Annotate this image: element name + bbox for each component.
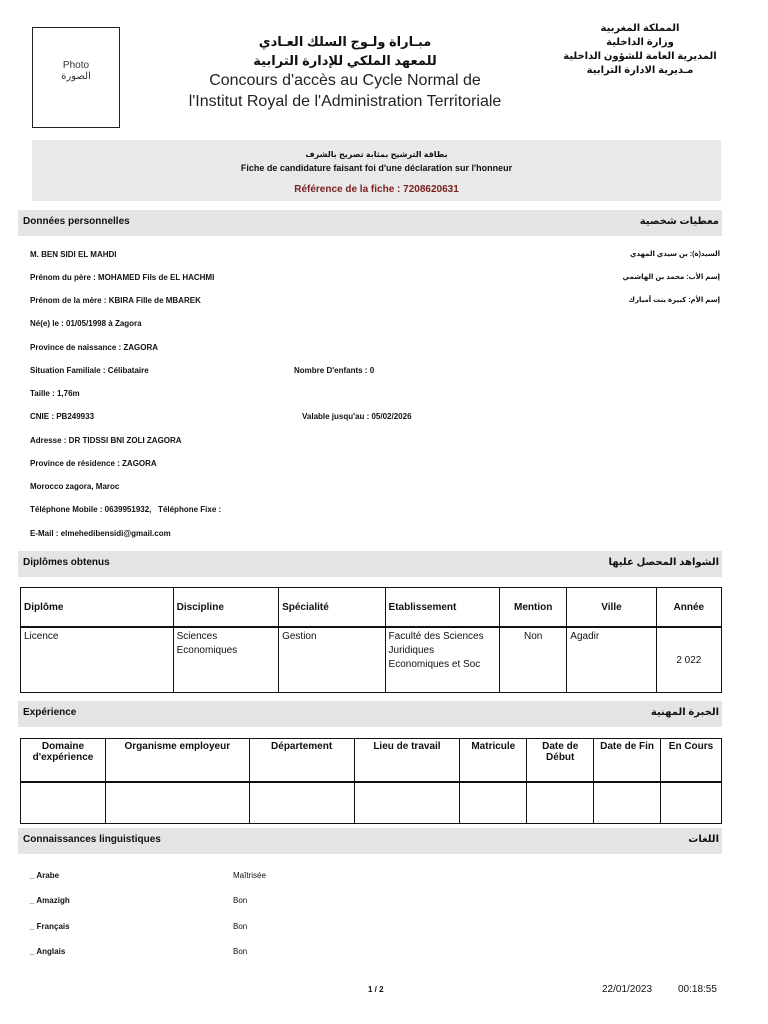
col-organisme: Organisme employeur [105, 739, 249, 783]
mother-name: Prénom de la mère : KBIRA Fille de MBAREK [30, 296, 201, 305]
page-number: 1 / 2 [368, 985, 384, 994]
email: E-Mail : elmehedibensidi@gmail.com [30, 529, 171, 538]
experience-table [20, 738, 722, 824]
section-experience [18, 701, 722, 727]
fiche-label-fr: Fiche de candidature faisant foi d'une déclaration sur l'honneur [240, 163, 513, 173]
cell-annee: 2 022 [656, 627, 721, 693]
col-etablissement: Etablissement [385, 588, 499, 628]
height: Taille : 1,76m [30, 389, 80, 398]
col-specialite: Spécialité [279, 588, 385, 628]
language-level: Maîtrisée [233, 871, 266, 880]
exam-title-ar-2: للمعهد الملكي للإدارة الترابية [253, 53, 437, 68]
birth-info: Né(e) le : 01/05/1998 à Zagora [30, 319, 142, 328]
language-level: Bon [233, 947, 248, 956]
children-count: Nombre D'enfants : 0 [294, 366, 375, 375]
ministry-line-3: المديرية العامة للشؤون الداخلية [563, 51, 717, 62]
photo-placeholder [32, 27, 120, 128]
father-name-ar: إسم الأب: محمد بن الهاشمي [622, 274, 720, 281]
col-date-debut: Date de Début [527, 739, 594, 783]
address: Adresse : DR TIDSSI BNI ZOLI ZAGORA [30, 436, 182, 445]
section-title-fr: Diplômes obtenus [23, 557, 110, 568]
table-cell [354, 782, 460, 824]
language-name: _ Arabe [30, 871, 60, 880]
language-level: Bon [233, 922, 248, 931]
family-status: Situation Familiale : Célibataire [30, 366, 149, 375]
ministry-line-2: وزارة الداخلية [606, 37, 674, 48]
section-title-fr: Données personnelles [23, 216, 130, 227]
cell-mention: Non [500, 627, 567, 693]
print-time: 00:18:55 [678, 984, 717, 995]
col-mention: Mention [500, 588, 567, 628]
cell-discipline: Sciences Economiques [173, 627, 278, 693]
language-name: _ Français [30, 922, 70, 931]
cell-diplome: Licence [21, 627, 174, 693]
ministry-header [560, 22, 720, 78]
col-lieu: Lieu de travail [354, 739, 460, 783]
table-header-row [21, 739, 722, 783]
photo-label-ar: الصورة [61, 71, 91, 82]
ministry-line-4: مـديرية الادارة الترابية [586, 65, 694, 76]
father-name: Prénom du père : MOHAMED Fils de EL HACHMI [30, 273, 215, 282]
candidate-name-ar: السيد(ة): بن سيدي المهدي [630, 251, 720, 258]
section-title-fr: Connaissances linguistiques [23, 834, 161, 845]
section-title-fr: Expérience [23, 707, 77, 718]
col-annee: Année [656, 588, 721, 628]
cell-etablissement: Faculté des Sciences Juridiques Economiques et Soc [385, 627, 499, 693]
table-row [21, 627, 722, 693]
col-ville: Ville [567, 588, 656, 628]
cell-specialite: Gestion [279, 627, 385, 693]
col-date-fin: Date de Fin [594, 739, 661, 783]
section-title-ar: اللغات [688, 834, 719, 845]
col-diplome: Diplôme [21, 588, 174, 628]
section-diplomas [18, 551, 722, 577]
col-departement: Département [249, 739, 354, 783]
section-title-ar: معطيات شخصية [639, 216, 719, 227]
diplomas-table [20, 587, 722, 693]
city-country: Morocco zagora, Maroc [30, 482, 120, 491]
section-personal-data [18, 210, 722, 236]
table-cell [249, 782, 354, 824]
cnie: CNIE : PB249933 [30, 412, 95, 421]
table-cell [527, 782, 594, 824]
birth-province: Province de naissance : ZAGORA [30, 343, 159, 352]
col-discipline: Discipline [173, 588, 278, 628]
col-domaine: Domaine d'expérience [21, 739, 106, 783]
phone-numbers: Téléphone Mobile : 0639951932, Téléphone Fixe : [30, 505, 222, 514]
ministry-line-1: المملكة المغربية [600, 23, 680, 34]
exam-title [150, 32, 540, 112]
table-header-row [21, 588, 722, 628]
fiche-reference: Référence de la fiche : 7208620631 [294, 184, 459, 195]
section-title-ar: الخبرة المهنية [650, 707, 719, 718]
cnie-valid-until: Valable jusqu'au : 05/02/2026 [302, 412, 412, 421]
table-cell [21, 782, 106, 824]
print-date: 22/01/2023 [602, 984, 653, 995]
language-name: _ Anglais [30, 947, 66, 956]
table-cell [105, 782, 249, 824]
language-name: _ Amazigh [30, 896, 70, 905]
table-row [21, 782, 722, 824]
fiche-banner [32, 140, 721, 201]
fiche-label-ar: بطاقة الترشيح بمثابة تصريح بالشرف [305, 150, 448, 159]
table-cell [661, 782, 722, 824]
table-cell [594, 782, 661, 824]
photo-label-fr: Photo [62, 60, 90, 71]
section-title-ar: الشواهد المحصل عليها [608, 557, 719, 568]
col-matricule: Matricule [460, 739, 527, 783]
col-en-cours: En Cours [661, 739, 722, 783]
section-languages [18, 828, 722, 854]
table-cell [460, 782, 527, 824]
residence-province: Province de résidence : ZAGORA [30, 459, 157, 468]
mother-name-ar: إسم الأم: كبيرة بنت أمبارك [628, 297, 720, 304]
candidate-name: M. BEN SIDI EL MAHDI [30, 250, 117, 259]
exam-title-fr-2: l'Institut Royal de l'Administration Territoriale [188, 93, 502, 110]
language-level: Bon [233, 896, 248, 905]
exam-title-fr-1: Concours d'accès au Cycle Normal de [209, 72, 481, 89]
cell-ville: Agadir [567, 627, 656, 693]
exam-title-ar-1: مبـاراة ولـوج السلك العـادي [258, 34, 432, 49]
